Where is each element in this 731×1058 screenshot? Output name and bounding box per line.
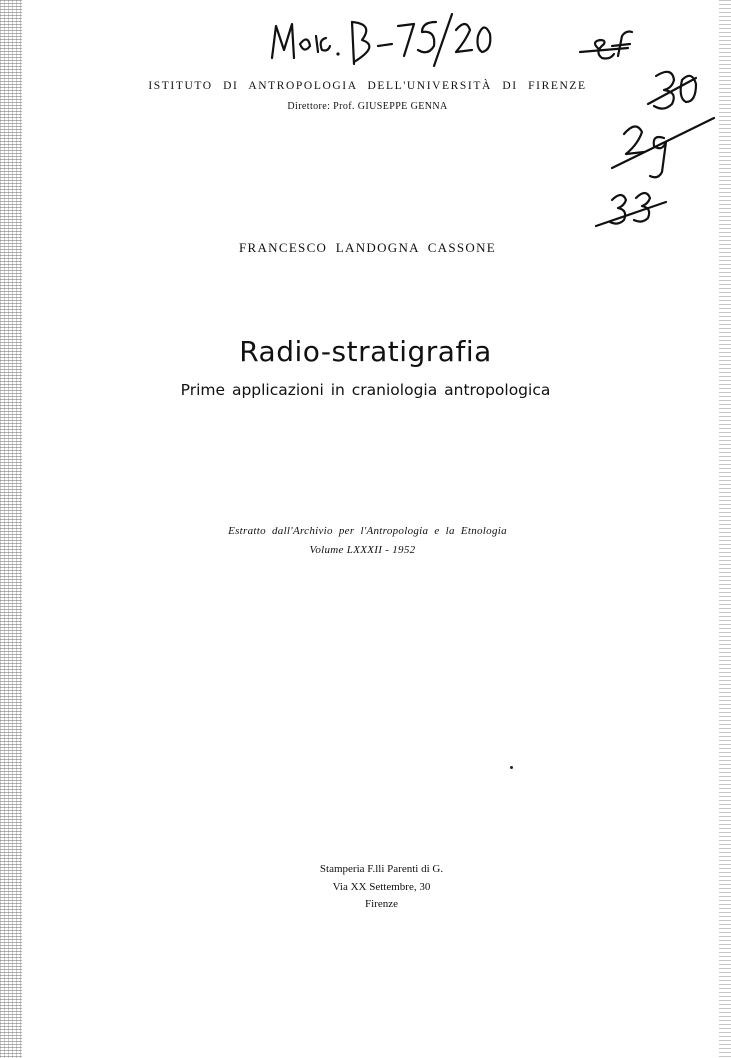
printer-address: Via XX Settembre, 30 [332,881,431,893]
author-name: FRANCESCO LANDOGNA CASSONE [238,240,497,255]
handwritten-mark-29 [612,118,714,177]
director-line: Direttore: Prof. GIUSEPPE GENNA [287,101,448,112]
document-subtitle: Prime applicazioni in craniologia antropologica [180,381,551,399]
institute-name: ISTITUTO DI ANTROPOLOGIA DELL'UNIVERSITÀ DI FIRENZE [148,80,587,92]
ink-speck [510,766,513,769]
source-extract: Estratto dall'Archivio per l'Antropologia e la Etnologia [228,525,507,537]
printer-name: Stamperia F.lli Parenti di G. [319,863,444,875]
handwritten-annotations [0,0,731,240]
handwritten-shelfmark [272,14,490,66]
printer-city: Firenze [365,898,398,910]
document-title: Radio-stratigrafia [239,335,492,368]
handwritten-mark-33 [596,193,666,226]
handwritten-mark-ef [580,32,632,59]
source-volume: Volume LXXXII - 1952 [309,544,416,556]
